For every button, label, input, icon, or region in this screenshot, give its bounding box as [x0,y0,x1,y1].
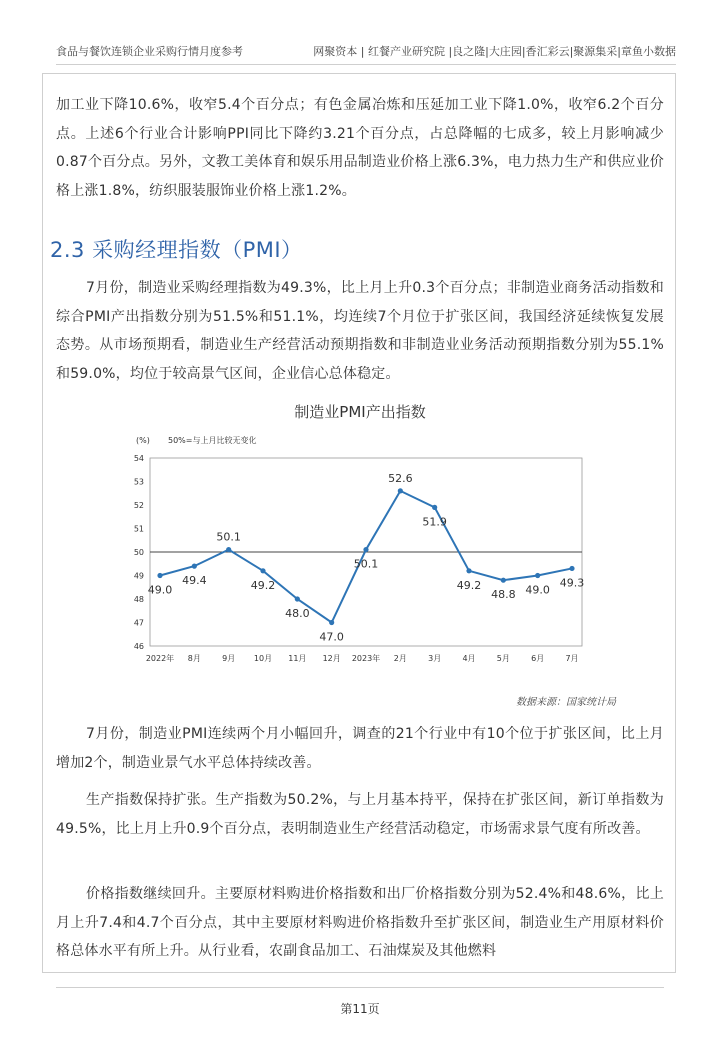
pmi-data-point [329,620,334,625]
paragraph-pmi-industries: 7月份，制造业PMI连续两个月小幅回升，调查的21个行业中有10个位于扩张区间，比上月增加2个，制造业景气水平总体持续改善。 [56,726,664,771]
paragraph-block-3 [56,720,664,777]
data-label: 48.0 [285,607,310,620]
chart-title: 制造业PMI产出指数 [294,403,426,421]
x-tick-label: 12月 [322,654,341,663]
data-label: 49.2 [250,578,276,592]
y-tick-label: 54 [133,454,144,463]
pmi-data-point [569,566,574,571]
x-tick-label: 2月 [393,654,407,663]
x-tick-label: 3月 [428,654,442,663]
pmi-data-point [501,578,506,583]
pmi-data-point [398,488,403,493]
x-tick-label: 9月 [222,654,236,663]
x-tick-label: 5月 [496,654,510,663]
y-tick-label: 53 [133,477,144,487]
paragraph-production-index: 生产指数保持扩张。生产指数为50.2%，与上月基本持平，保持在扩张区间，新订单指数为49.5%，比上月上升0.9个百分点，表明制造业生产经营活动稳定，市场需求景气度有所改善。 [56,792,664,837]
page-number: 第11页 [340,1002,380,1016]
y-tick-label: 50 [133,548,144,557]
header-left-title: 食品与餐饮连锁企业采购行情月度参考 [56,45,243,58]
pmi-data-point [295,596,300,601]
chart-unit-label: (%) [136,436,150,445]
y-tick-label: 52 [133,501,144,510]
x-tick-label: 7月 [565,654,579,663]
data-label: 50.1 [353,557,379,571]
x-tick-label: 2022年 [145,654,175,663]
page-header [56,40,676,62]
paragraph-ppi-industries: 加工业下降10.6%，收窄5.4个百分点；有色金属冶炼和压延加工业下降1.0%，收窄6.2个百分点。上述6个行业合计影响PPI同比下降约3.21个百分点，占总降幅的七成多，较上月影响减少0.87个百分点。另外，文教工美体育和娱乐用品制造业价格上涨6.3%，电力热力生产和供应业价格上涨1.8%，纺织服装服饰业价格上涨1.2%。 [56,97,664,199]
data-label: 49.3 [559,576,585,590]
x-tick-label: 2023年 [351,654,381,663]
y-tick-label: 48 [133,595,144,604]
pmi-data-point [192,564,197,569]
chart-source: 数据来源：国家统计局 [516,697,616,708]
pmi-chart [120,428,590,683]
footer-divider [56,987,664,988]
y-tick-label: 51 [133,524,144,534]
pmi-data-point [535,573,540,578]
x-tick-label: 6月 [531,654,545,663]
pmi-data-point [157,573,162,578]
pmi-data-point [363,547,368,552]
data-label: 47.0 [319,630,344,644]
paragraph-price-index: 价格指数继续回升。主要原材料购进价格指数和出厂价格指数分别为52.4%和48.6%，比上月上升7.4和4.7个百分点，其中主要原材料购进价格指数升至扩张区间，制造业生产用原材料价格总体水平有所上升。从行业看，农副食品加工、石油煤炭及其他燃料 [56,886,664,959]
y-tick-label: 49 [133,571,144,581]
paragraph-block-2 [56,274,664,388]
data-label: 49.2 [456,578,482,592]
pmi-data-point [432,505,437,510]
data-label: 52.6 [388,471,413,485]
x-tick-label: 11月 [288,654,307,663]
paragraph-pmi-summary: 7月份，制造业采购经理指数为49.3%，比上月上升0.3个百分点；非制造业商务活动指数和综合PMI产出指数分别为51.5%和51.1%，均连续7个月位于扩张区间，我国经济延续恢复发展态势。从市场预期看，制造业生产经营活动预期指数和非制造业业务活动预期指数分别为55.1%和59.0%，均位于较高景气区间，企业信心总体稳定。 [56,280,664,382]
data-label: 48.8 [491,588,516,602]
data-label: 49.0 [147,583,173,597]
x-tick-label: 4月 [462,654,476,663]
pmi-data-point [466,568,471,573]
chart-reference-note: 50%=与上月比较无变化 [168,436,257,445]
paragraph-block-4 [56,786,664,843]
data-label: 50.1 [216,530,241,544]
paragraph-block-5 [56,880,664,966]
data-label: 49.4 [182,574,207,588]
data-label: 49.0 [525,583,550,597]
paragraph-block-1 [56,91,664,205]
data-label: 51.9 [422,515,447,529]
x-tick-label: 8月 [187,654,201,663]
y-tick-label: 46 [133,642,144,651]
pmi-line-chart-svg [120,428,590,683]
section-title-pmi: 2.3 采购经理指数（PMI） [50,238,303,262]
pmi-data-point [260,568,265,573]
pmi-data-point [226,547,231,552]
y-tick-label: 47 [133,618,144,628]
header-divider [56,64,676,65]
header-right-sources: 网聚资本 | 红餐产业研究院 |良之隆|大庄园|香汇彩云|聚源集采|章鱼小数据 [313,45,676,58]
x-tick-label: 10月 [253,654,273,663]
